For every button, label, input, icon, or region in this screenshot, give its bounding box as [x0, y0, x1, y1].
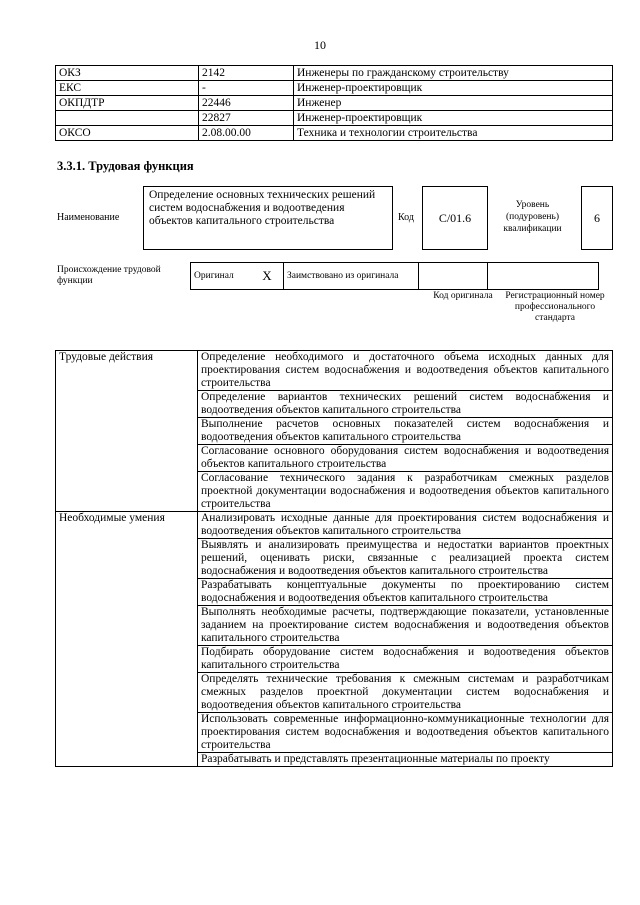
codes-table	[55, 65, 613, 141]
codes-row	[56, 126, 613, 141]
skill-label: Необходимые умения	[56, 512, 198, 767]
codes-value-cell: -	[199, 81, 294, 96]
codes-row	[56, 111, 613, 126]
codes-code-cell: ОКСО	[56, 126, 199, 141]
function-code: C/01.6	[422, 186, 488, 250]
function-level: 6	[581, 186, 613, 250]
skill-item: Подбирать оборудование систем водоснабжения и водоотведения объектов капитального строительства	[198, 646, 613, 673]
reg-number-label: Регистрационный номер профессионального стандарта	[505, 291, 605, 323]
codes-value-cell: 22827	[199, 111, 294, 126]
origin-table	[190, 262, 599, 290]
labor-action-row	[56, 351, 613, 391]
skill-item: Анализировать исходные данные для проектирования систем водоснабжения и водоотведения объектов капитального строительства	[198, 512, 613, 539]
codes-name-cell: Техника и технологии строительства	[294, 126, 613, 141]
codes-value-cell: 22446	[199, 96, 294, 111]
codes-row	[56, 81, 613, 96]
skill-item: Выполнять необходимые расчеты, подтверждающие показатели, установленные заданием на проектирование систем водоснабжения и водоотведения объектов капитального строительства	[198, 606, 613, 646]
page-number: 10	[314, 38, 326, 52]
skill-item: Использовать современные информационно-коммуникационные технологии для проектирования систем водоснабжения и водоотведения объектов капитального строительства	[198, 713, 613, 753]
codes-name-cell: Инженеры по гражданскому строительству	[294, 66, 613, 81]
codes-row	[56, 66, 613, 81]
codes-code-cell: ЕКС	[56, 81, 199, 96]
original-label: Оригинал	[191, 263, 252, 290]
original-mark: X	[251, 263, 284, 290]
origin-label: Происхождение трудовой функции	[57, 265, 161, 286]
level-label: Уровень (подуровень) квалификации	[503, 200, 562, 234]
name-label: Наименование	[57, 212, 120, 223]
labor-action-label: Трудовые действия	[56, 351, 198, 512]
function-name: Определение основных технических решений систем водоснабжения и водоотведения объектов капитального строительства	[143, 186, 393, 250]
codes-name-cell: Инженер-проектировщик	[294, 111, 613, 126]
skill-item: Определять технические требования к смежным системам и разработчикам смежных разделов проектной документации систем водоснабжения и водоотведения объектов капитального строительства	[198, 673, 613, 713]
labor-action-item: Определение вариантов технических решений систем водоснабжения и водоотведения объектов капитального строительства	[198, 391, 613, 418]
codes-code-cell	[56, 111, 199, 126]
code-original-cell	[419, 263, 488, 290]
codes-code-cell: ОКПДТР	[56, 96, 199, 111]
codes-row	[56, 96, 613, 111]
code-label: Код	[398, 212, 414, 223]
labor-action-item: Согласование основного оборудования систем водоснабжения и водоотведения объектов капитального строительства	[198, 445, 613, 472]
skill-item: Разрабатывать концептуальные документы по проектированию систем водоснабжения и водоотведения объектов капитального строительства	[198, 579, 613, 606]
reg-number-cell	[488, 263, 599, 290]
codes-value-cell: 2142	[199, 66, 294, 81]
labor-action-item: Определение необходимого и достаточного объема исходных данных для проектирования систем водоснабжения и водоотведения объектов капитального строительства	[198, 351, 613, 391]
codes-name-cell: Инженер-проектировщик	[294, 81, 613, 96]
skill-item: Разрабатывать и представлять презентационные материалы по проекту	[198, 753, 613, 767]
codes-value-cell: 2.08.00.00	[199, 126, 294, 141]
labor-action-item: Выполнение расчетов основных показателей систем водоснабжения и водоотведения объектов капитального строительства	[198, 418, 613, 445]
labor-action-item: Согласование технического задания к разработчикам смежных разделов проектной документации водоснабжения и водоотведения объектов капитального строительства	[198, 472, 613, 512]
codes-code-cell: ОКЗ	[56, 66, 199, 81]
function-details-table	[55, 350, 613, 767]
codes-name-cell: Инженер	[294, 96, 613, 111]
code-original-label: Код оригинала	[433, 291, 493, 301]
skill-row	[56, 512, 613, 539]
section-heading: 3.3.1. Трудовая функция	[57, 159, 194, 173]
borrowed-label: Заимствовано из оригинала	[284, 263, 419, 290]
skill-item: Выявлять и анализировать преимущества и недостатки вариантов проектных решений, оценивать риски, связанные с реализацией проекта систем водоснабжения и водоотведения объектов капитального строительства	[198, 539, 613, 579]
